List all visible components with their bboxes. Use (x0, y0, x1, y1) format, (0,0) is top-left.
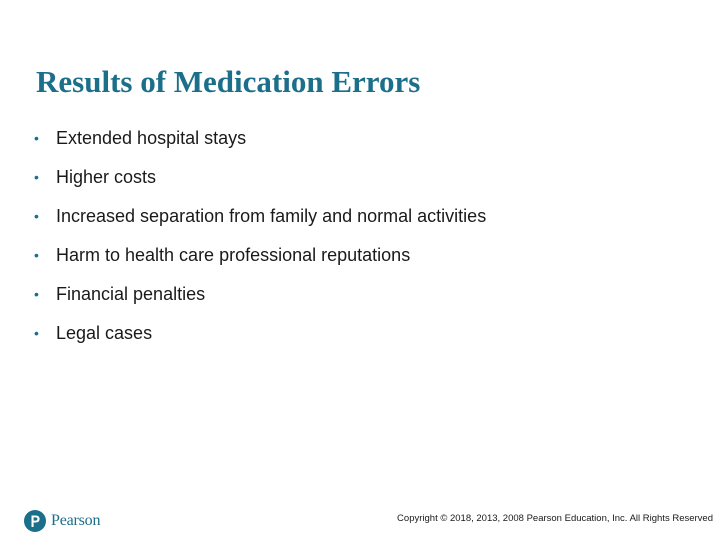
pearson-logo-text: Pearson (51, 512, 101, 529)
bullet-dot-icon: • (34, 208, 39, 224)
bullet-item (34, 282, 486, 321)
bullet-item (34, 165, 486, 204)
bullet-dot-icon: • (34, 247, 39, 263)
bullet-item (34, 321, 486, 360)
pearson-logo-icon (24, 510, 46, 532)
bullet-dot-icon: • (34, 286, 39, 302)
bullet-text: Increased separation from family and normal activities (56, 206, 487, 226)
bullet-text: Harm to health care professional reputations (56, 245, 411, 265)
bullet-list (34, 126, 486, 360)
bullet-item (34, 243, 486, 282)
slide-title: Results of Medication Errors (36, 64, 421, 99)
bullet-text: Higher costs (56, 167, 157, 187)
bullet-item (34, 126, 486, 165)
bullet-dot-icon: • (34, 130, 39, 146)
bullet-text: Legal cases (56, 323, 153, 343)
bullet-dot-icon: • (34, 325, 39, 341)
bullet-text: Extended hospital stays (56, 128, 247, 148)
bullet-dot-icon: • (34, 169, 39, 185)
copyright-notice: Copyright © 2018, 2013, 2008 Pearson Education, Inc. All Rights Reserved (397, 513, 713, 524)
pearson-logo (24, 510, 100, 532)
bullet-item (34, 204, 486, 243)
bullet-text: Financial penalties (56, 284, 206, 304)
